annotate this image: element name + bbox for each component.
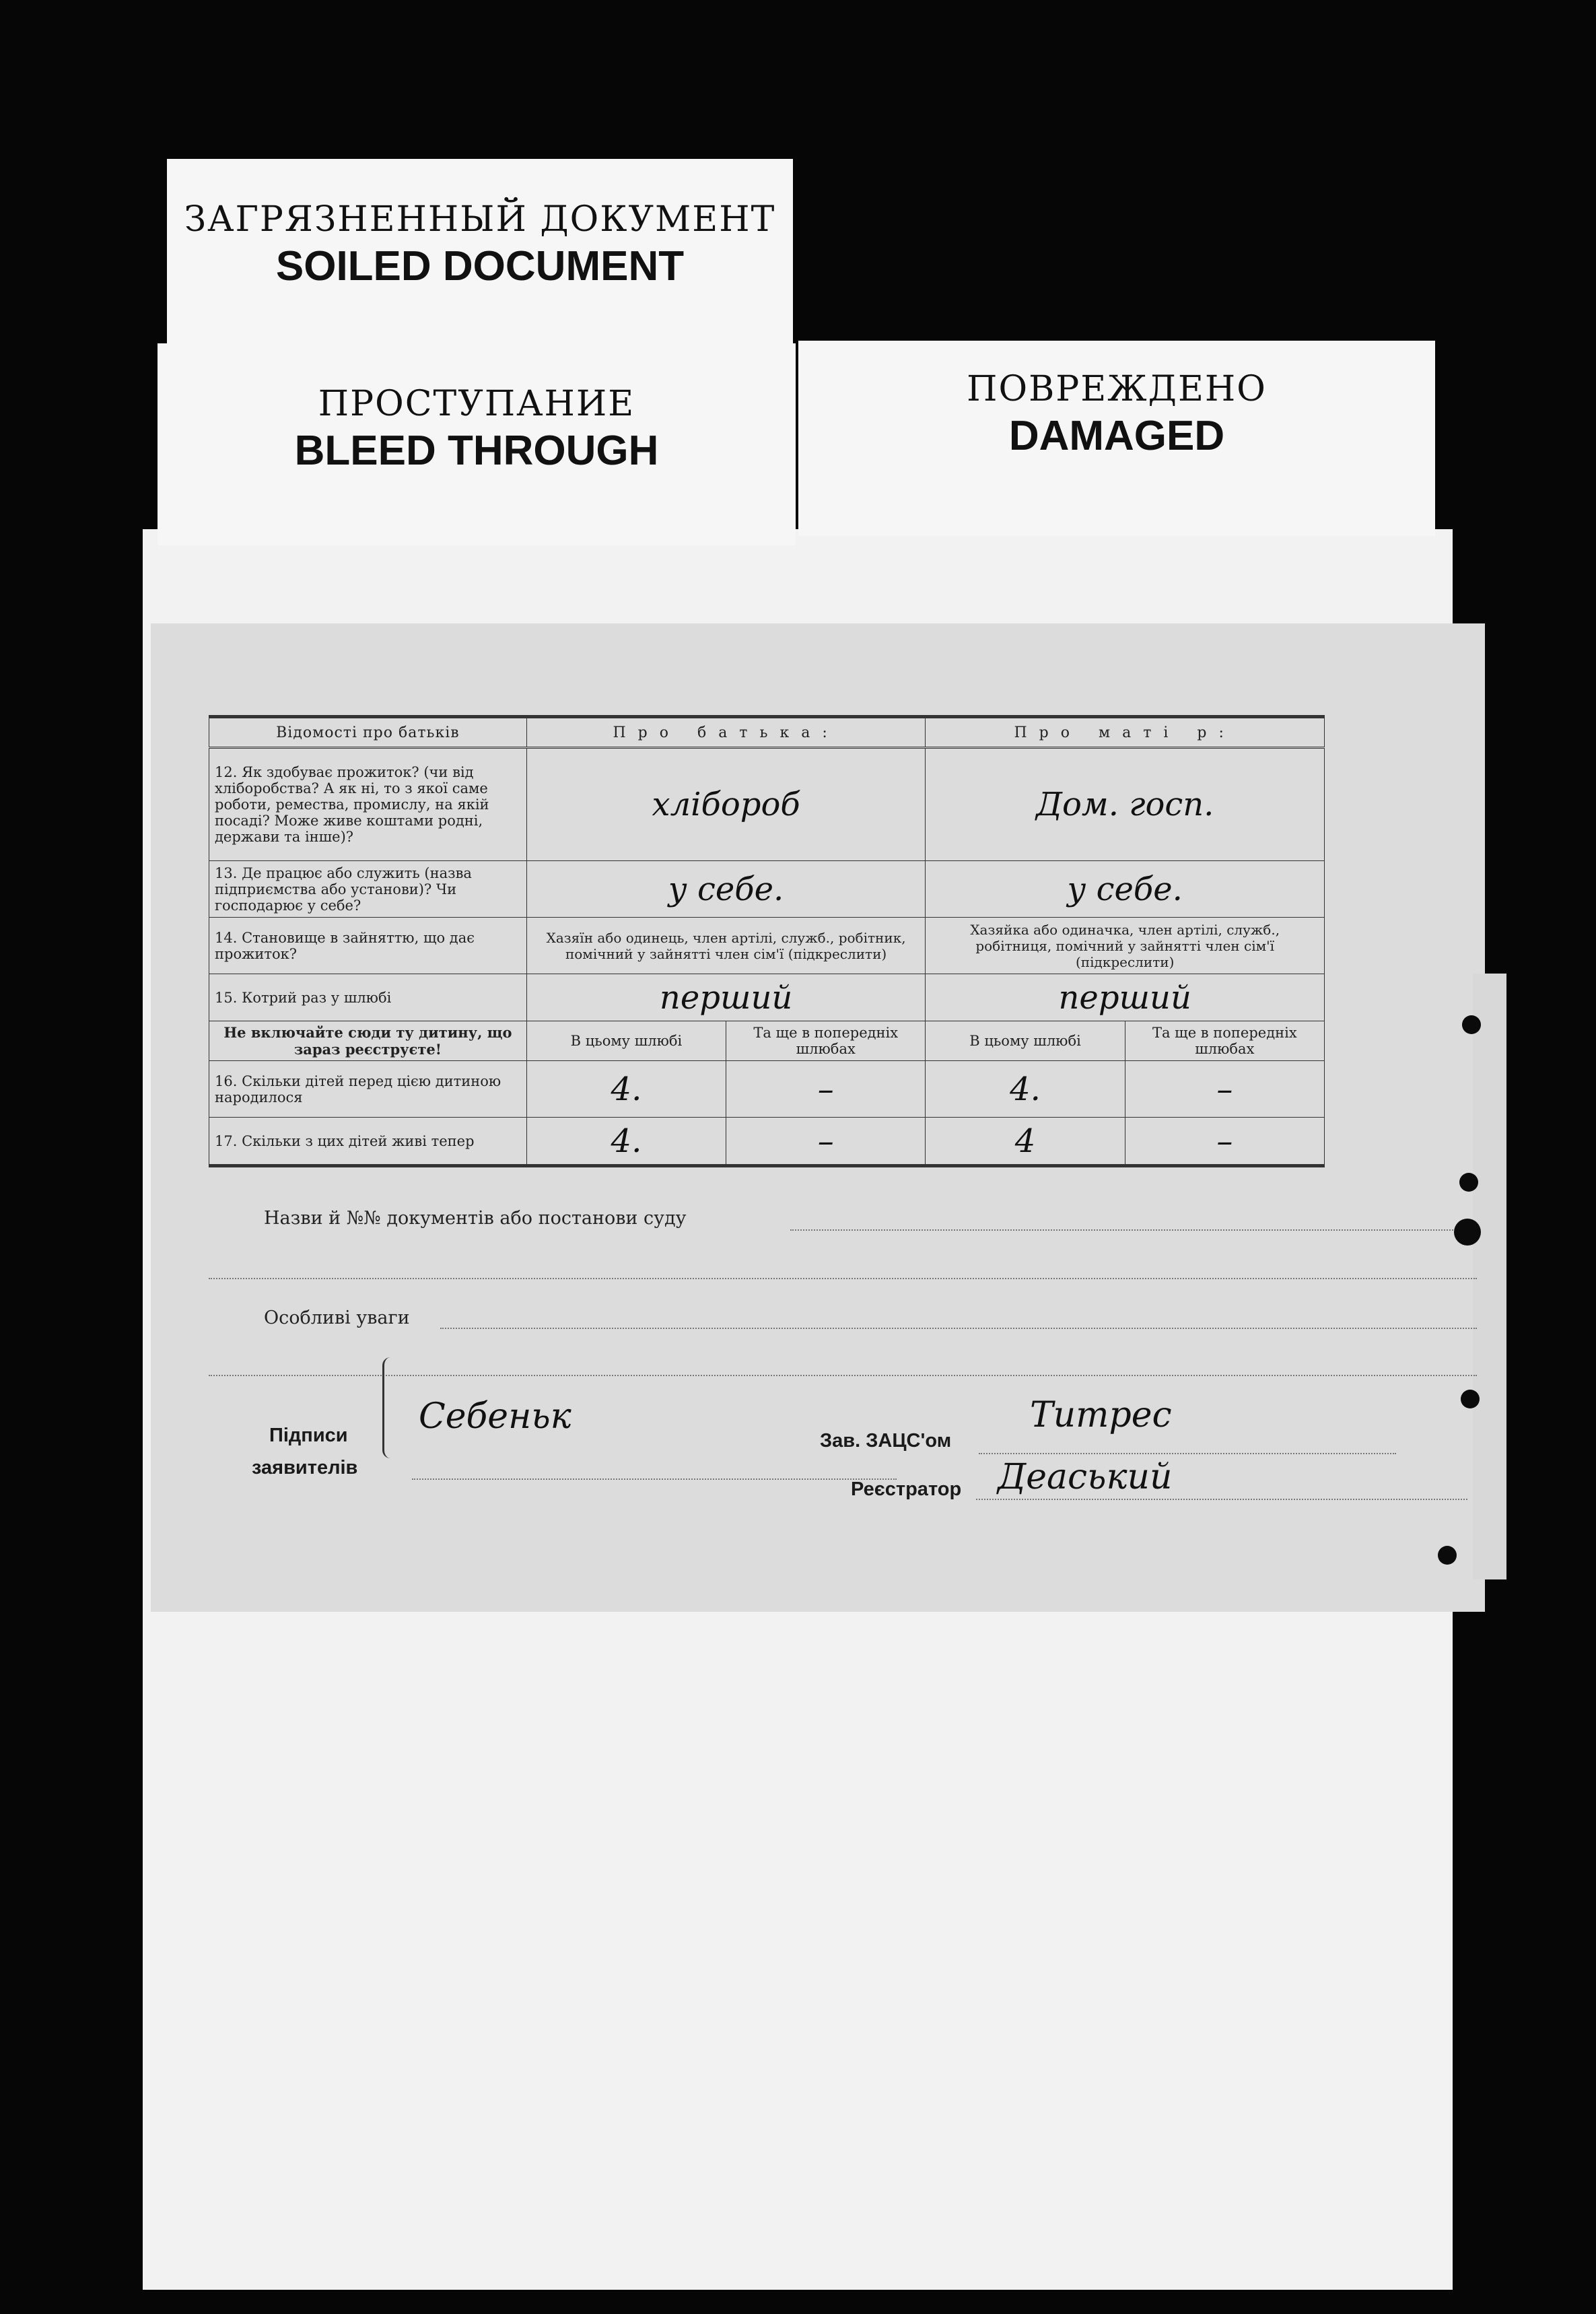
mother-children-this: 4. (926, 1061, 1125, 1118)
bleed-label-en: BLEED THROUGH (294, 428, 659, 474)
soiled-document-label (167, 159, 793, 368)
table-row (209, 861, 1325, 918)
bleed-through-label (158, 343, 796, 545)
registry-head-label: Зав. ЗАЦС'ом (820, 1430, 952, 1452)
father-children-prev: – (726, 1061, 926, 1118)
documents-line-2 (209, 1278, 1477, 1279)
head-signature-line (979, 1453, 1396, 1454)
table-subheader-row (209, 1021, 1325, 1061)
question-16: 16. Скільки дітей перед цією дитиною народилося (209, 1061, 527, 1118)
signatures-label-2: заявителів (252, 1457, 358, 1478)
header-father: Про батька: (526, 717, 926, 748)
mother-status: Хазяйка або одиначка, член артілі, служб., робітниця, помічний у зайнятті член сім'ї (підкреслити) (926, 918, 1325, 974)
table-row (209, 1118, 1325, 1166)
table-row (209, 1061, 1325, 1118)
mother-marriage-number: перший (926, 974, 1325, 1021)
documents-line (790, 1229, 1477, 1231)
soiled-label-en: SOILED DOCUMENT (275, 243, 685, 290)
punch-hole (1461, 1390, 1480, 1408)
mother-living-prev: – (1125, 1118, 1324, 1166)
damaged-label (798, 341, 1435, 536)
table-row (209, 974, 1325, 1021)
mother-livelihood: Дом. госп. (926, 748, 1325, 861)
damaged-label-en: DAMAGED (1008, 413, 1225, 459)
damaged-edge (1473, 974, 1506, 1579)
table-header-row (209, 717, 1325, 748)
header-mother: Про маті р: (926, 717, 1325, 748)
father-prev-marriage-header: Та ще в попередніх шлюбах (726, 1021, 926, 1061)
record-document (151, 623, 1485, 1612)
question-13: 13. Де працює або служить (назва підприємства або установи)? Чи господарює у себе? (209, 861, 527, 918)
applicant-signature-line (412, 1478, 897, 1480)
registry-head-signature: Титрес (1030, 1395, 1172, 1435)
mother-this-marriage-header: В цьому шлюбі (926, 1021, 1125, 1061)
registrar-signature: Деаський (998, 1457, 1173, 1497)
mother-living-this: 4 (926, 1118, 1125, 1166)
soiled-label-ru: ЗАГРЯЗНЕННЫЙ ДОКУМЕНТ (184, 199, 776, 240)
table-row (209, 748, 1325, 861)
documents-label: Назви й №№ документів або постанови суду (264, 1208, 687, 1229)
punch-hole (1454, 1219, 1481, 1246)
exclude-child-note: Не включайте сюди ту дитину, що зараз реєструєте! (209, 1021, 527, 1061)
signatures-label-1: Підписи (269, 1425, 348, 1446)
table-row (209, 918, 1325, 974)
father-this-marriage-header: В цьому шлюбі (526, 1021, 726, 1061)
mother-children-prev: – (1125, 1061, 1324, 1118)
header-parents-info: Відомості про батьків (209, 717, 527, 748)
special-notes-label: Особливі уваги (264, 1307, 410, 1328)
registrar-label: Реєстратор (851, 1478, 962, 1500)
punch-hole (1438, 1546, 1457, 1565)
question-14: 14. Становище в зайняттю, що дає прожиток? (209, 918, 527, 974)
question-12: 12. Як здобуває прожиток? (чи від хліборобства? А як ні, то з якої саме роботи, ремества, промислу, на якій посаді? Може живе коштами родні, держави та інше)? (209, 748, 527, 861)
father-workplace: у себе. (526, 861, 926, 918)
signature-brace (382, 1357, 399, 1458)
father-living-this: 4. (526, 1118, 726, 1166)
question-15: 15. Котрий раз у шлюбі (209, 974, 527, 1021)
punch-hole (1459, 1173, 1478, 1192)
damaged-label-ru: ПОВРЕЖДЕНО (967, 369, 1267, 409)
parents-info-table (209, 715, 1325, 1167)
father-livelihood: хлібороб (526, 748, 926, 861)
punch-hole (1462, 1015, 1481, 1034)
notes-line (440, 1328, 1477, 1329)
bleed-label-ru: ПРОСТУПАНИЕ (318, 384, 635, 424)
mother-workplace: у себе. (926, 861, 1325, 918)
mother-prev-marriage-header: Та ще в попередніх шлюбах (1125, 1021, 1324, 1061)
father-living-prev: – (726, 1118, 926, 1166)
registrar-signature-line (976, 1499, 1467, 1500)
father-marriage-number: перший (526, 974, 926, 1021)
father-status: Хазяїн або одинець, член артілі, служб., робітник, помічний у зайнятті член сім'ї (підкреслити) (526, 918, 926, 974)
question-17: 17. Скільки з цих дітей живі тепер (209, 1118, 527, 1166)
applicant-signature: Себеньк (419, 1396, 571, 1437)
father-children-this: 4. (526, 1061, 726, 1118)
